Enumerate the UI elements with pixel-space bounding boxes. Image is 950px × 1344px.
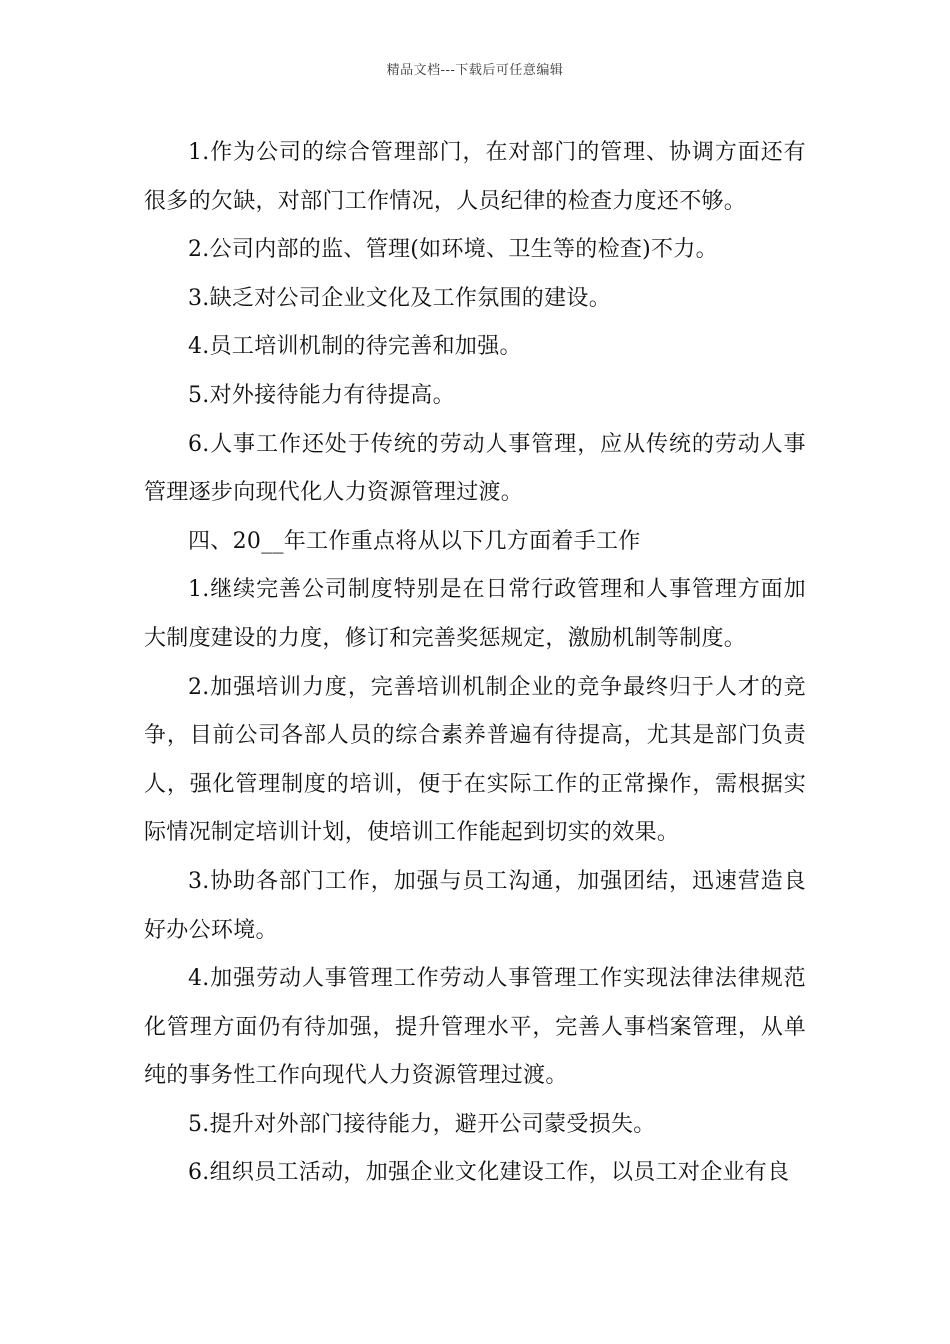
plan-item-4: 4.加强劳动人事管理工作劳动人事管理工作实现法律法律规范化管理方面仍有待加强，提升管理水平，完善人事档案管理，从单纯的事务性工作向现代人力资源管理过渡。 bbox=[144, 966, 806, 1089]
plan-item-5: 5.提升对外部门接待能力，避开公司蒙受损失。 bbox=[188, 1111, 656, 1137]
page-header: 精品文档---下载后可任意编辑 bbox=[386, 63, 564, 78]
plan-item-3: 3.协助各部门工作，加强与员工沟通，加强团结，迅速营造良好办公环境。 bbox=[144, 868, 806, 943]
paragraph-item-5: 5.对外接待能力有待提高。 bbox=[188, 382, 455, 408]
section-heading: 四、20__年工作重点将从以下几方面着手工作 bbox=[188, 528, 641, 554]
document-body bbox=[144, 129, 806, 1198]
paragraph-item-1: 1.作为公司的综合管理部门，在对部门的管理、协调方面还有很多的欠缺，对部门工作情况，人员纪律的检查力度还不够。 bbox=[144, 140, 806, 214]
paragraph-item-6: 6.人事工作还处于传统的劳动人事管理，应从传统的劳动人事管理逐步向现代化人力资源管理过渡。 bbox=[144, 431, 806, 506]
plan-item-2: 2.加强培训力度，完善培训机制企业的竞争最终归于人才的竞争，目前公司各部人员的综合素养普遍有待提高，尤其是部门负责人，强化管理制度的培训，便于在实际工作的正常操作，需根据实际情况制定培训计划，使培训工作能起到切实的效果。 bbox=[144, 674, 806, 846]
paragraph-item-2: 2.公司内部的监、管理(如环境、卫生等的检查)不力。 bbox=[188, 237, 718, 263]
paragraph-item-3: 3.缺乏对公司企业文化及工作氛围的建设。 bbox=[188, 285, 611, 311]
plan-item-1: 1.继续完善公司制度特别是在日常行政管理和人事管理方面加大制度建设的力度，修订和完善奖惩规定，激励机制等制度。 bbox=[144, 577, 806, 651]
paragraph-item-4: 4.员工培训机制的待完善和加强。 bbox=[188, 334, 522, 360]
plan-item-6: 6.组织员工活动，加强企业文化建设工作，以员工对企业有良 bbox=[188, 1160, 790, 1186]
